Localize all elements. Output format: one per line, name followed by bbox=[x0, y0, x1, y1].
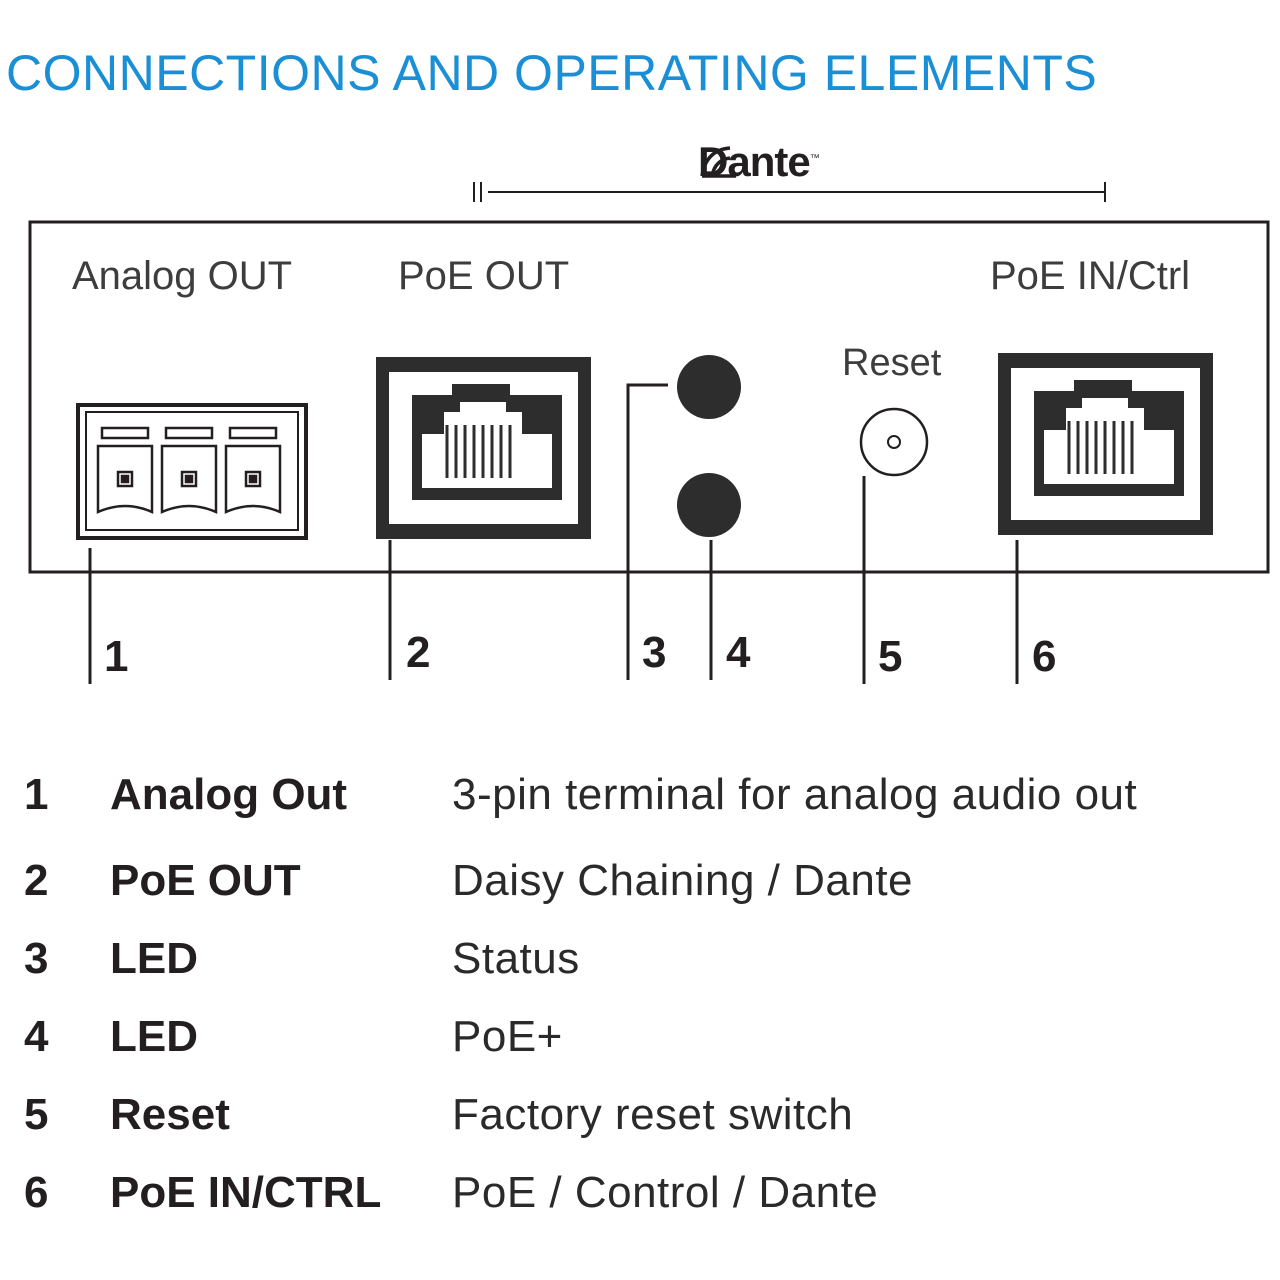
page-title: CONNECTIONS AND OPERATING ELEMENTS bbox=[6, 45, 1098, 101]
legend-number: 4 bbox=[24, 1012, 49, 1061]
legend-number: 3 bbox=[24, 934, 49, 983]
callout-6: 6 bbox=[1032, 632, 1057, 681]
callout-3: 3 bbox=[642, 628, 667, 677]
analog-terminal-block bbox=[78, 405, 306, 538]
callout-4: 4 bbox=[726, 628, 751, 677]
legend-name: LED bbox=[110, 934, 198, 983]
dante-trademark: ™ bbox=[809, 153, 819, 164]
callout-2: 2 bbox=[406, 628, 431, 677]
legend-description: PoE / Control / Dante bbox=[452, 1168, 879, 1217]
legend-description: Factory reset switch bbox=[452, 1090, 854, 1139]
legend-name: Analog Out bbox=[110, 770, 348, 819]
dante-bracket bbox=[474, 182, 1105, 202]
label-poe-out: PoE OUT bbox=[398, 254, 570, 298]
dante-mark-icon bbox=[702, 148, 736, 176]
dante-logo-text: Dante bbox=[698, 138, 810, 185]
legend-name: Reset bbox=[110, 1090, 230, 1139]
legend-number: 1 bbox=[24, 770, 49, 819]
callout-1: 1 bbox=[104, 632, 129, 681]
callout-5: 5 bbox=[878, 632, 903, 681]
status-led-icon bbox=[677, 355, 741, 419]
legend-description: PoE+ bbox=[452, 1012, 563, 1061]
legend-number: 6 bbox=[24, 1168, 49, 1217]
label-poe-in: PoE IN/Ctrl bbox=[990, 254, 1191, 298]
legend-description: Status bbox=[452, 934, 580, 983]
poe-in-port-icon bbox=[998, 353, 1213, 535]
label-reset: Reset bbox=[842, 342, 942, 384]
legend-name: LED bbox=[110, 1012, 198, 1061]
legend-name: PoE IN/CTRL bbox=[110, 1168, 382, 1217]
legend-description: 3-pin terminal for analog audio out bbox=[452, 770, 1138, 819]
legend-number: 2 bbox=[24, 856, 49, 905]
legend-number: 5 bbox=[24, 1090, 49, 1139]
label-analog-out: Analog OUT bbox=[72, 254, 293, 298]
legend-description: Daisy Chaining / Dante bbox=[452, 856, 914, 905]
legend-name: PoE OUT bbox=[110, 856, 301, 905]
poe-led-icon bbox=[677, 473, 741, 537]
poe-out-port-icon bbox=[376, 357, 591, 539]
